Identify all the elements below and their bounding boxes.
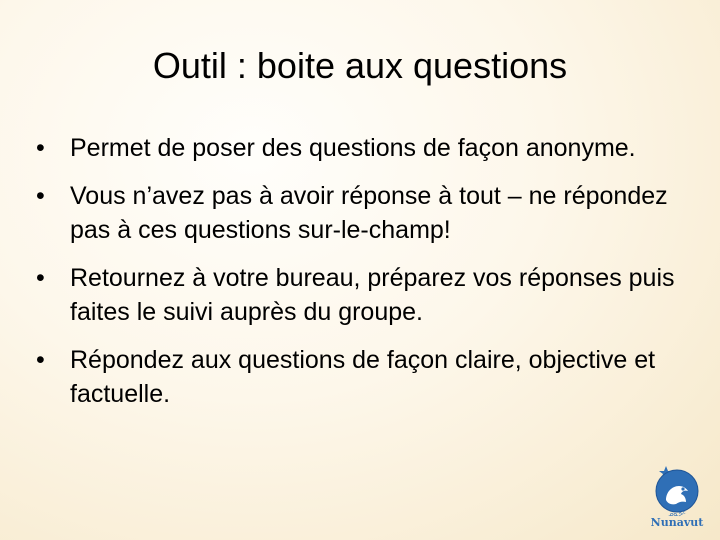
bullet-item (36, 261, 686, 330)
bullet-marker: • (36, 263, 45, 292)
svg-text:ᓄᓇᕗᑦ: ᓄᓇᕗᑦ (668, 511, 686, 518)
bullet-text: Permet de poser des questions de façon anonyme. (70, 134, 636, 162)
bullet-text: Répondez aux questions de façon claire, objective et factuelle. (70, 345, 656, 408)
bullet-text: Vous n’avez pas à avoir réponse à tout – ne répondez pas à ces questions sur-le-champ! (70, 181, 668, 244)
bullet-marker: • (36, 181, 45, 210)
bullet-item (36, 131, 686, 166)
bullet-item (36, 343, 686, 412)
bullet-marker: • (36, 345, 45, 374)
bullet-text: Retournez à votre bureau, préparez vos réponses puis faites le suivi auprès du groupe. (70, 263, 675, 326)
logo-wordmark: Nunavut (650, 516, 704, 528)
slide-title: Outil : boite aux questions (152, 45, 568, 86)
nunavut-logo-icon (648, 464, 706, 528)
bullet-item (36, 179, 686, 248)
bullet-marker: • (36, 134, 45, 162)
bullet-list (36, 131, 686, 425)
